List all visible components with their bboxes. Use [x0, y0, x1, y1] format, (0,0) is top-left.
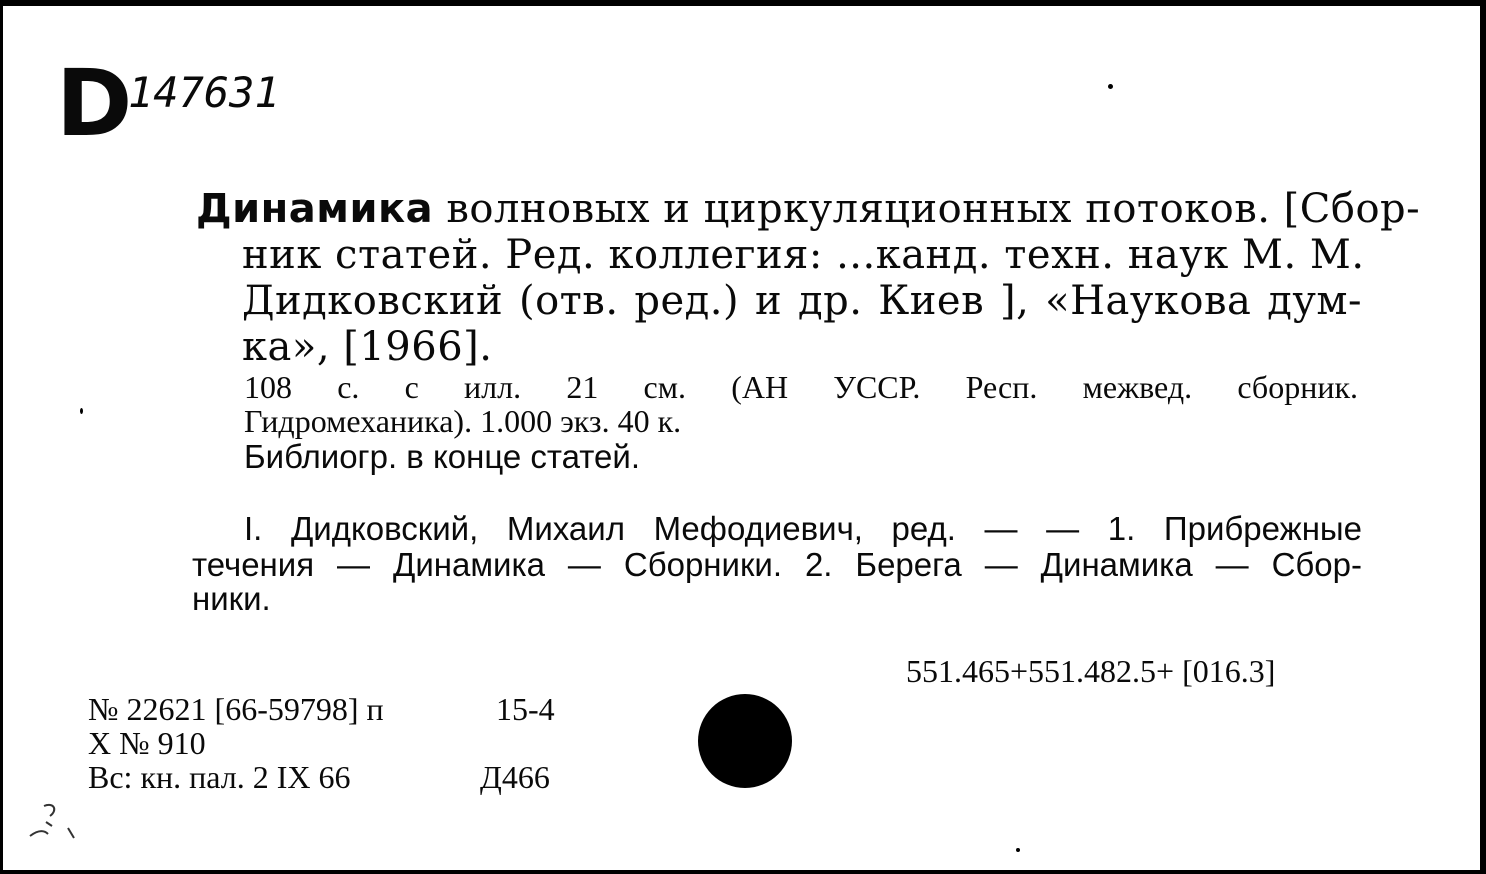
card-border-top — [0, 0, 1486, 6]
classification-number: 551.465+551.482.5+ [016.3] — [906, 653, 1276, 689]
collation-line-3: Библиогр. в конце статей. — [244, 438, 640, 475]
card-border-right — [1480, 0, 1486, 874]
title-line-2: ник статей. Ред. коллегия: ...канд. техн. наук М. М. — [242, 232, 1365, 278]
title-lead: Динамика — [196, 186, 434, 232]
punch-hole — [698, 694, 792, 788]
card-border-bottom — [0, 870, 1486, 874]
registry-line-2-left: X № 910 — [88, 725, 206, 761]
card-border-left — [0, 0, 3, 874]
collation-line-1: 108 с. с илл. 21 см. (АН УССР. Респ. межвед. сборник. — [244, 369, 1358, 405]
stray-mark — [1108, 84, 1113, 89]
title-line-3: Дидковский (отв. ред.) и др. Киев ], «Наукова дум- — [242, 278, 1362, 324]
tracing-line-2: течения — Динамика — Сборники. 2. Берега — Динамика — Сбор- — [192, 546, 1362, 583]
title-line-1 — [196, 186, 1420, 232]
registry-line-3-left: Вс: кн. пал. 2 IX 66 — [88, 759, 351, 795]
tracing-line-1: I. Дидковский, Михаил Мефодиевич, ред. — — 1. Прибрежные — [244, 510, 1362, 547]
stray-mark — [80, 408, 83, 414]
registry-line-1-right: 15-4 — [496, 691, 555, 727]
registry-line-3-right: Д466 — [480, 759, 550, 795]
registry-line-1-left: № 22621 [66-59798] п — [88, 691, 384, 727]
tracing-line-3: ники. — [192, 580, 271, 617]
call-letter: D — [56, 50, 131, 157]
title-line-4: ка», [1966]. — [242, 324, 493, 370]
collation-line-2: Гидромеханика). 1.000 экз. 40 к. — [244, 403, 682, 439]
stray-mark — [1016, 848, 1020, 852]
call-number: 147631 — [128, 68, 280, 117]
title-line-text: волновых и циркуляционных потоков. [Сбор- — [433, 186, 1421, 232]
pencil-scribble — [24, 800, 94, 846]
